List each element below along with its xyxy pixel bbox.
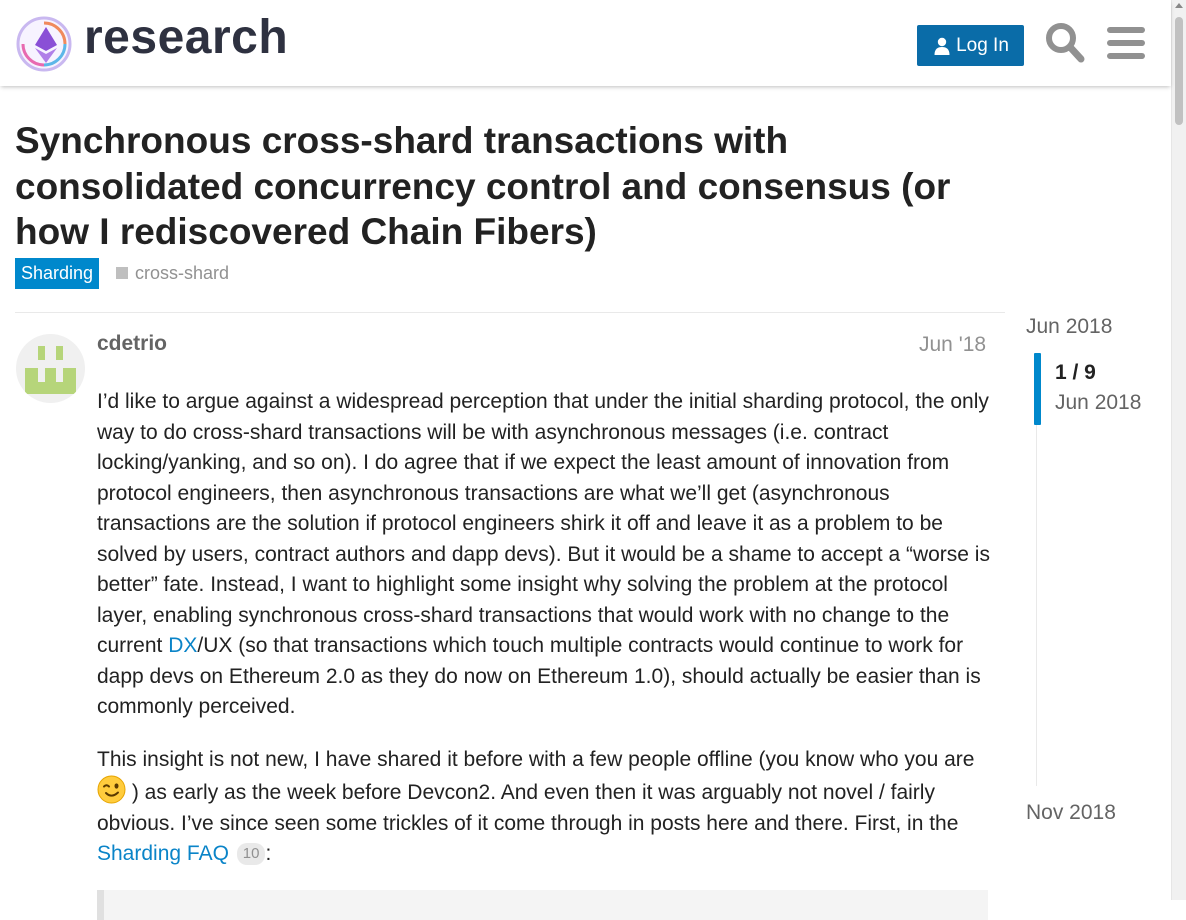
- post-username[interactable]: cdetrio: [97, 332, 168, 355]
- login-label: Log In: [956, 34, 1009, 56]
- post-text: This insight is not new, I have shared it before with a few people offline (you know who you are: [97, 747, 975, 771]
- research-logo-icon[interactable]: [16, 15, 76, 75]
- page-scrollbar[interactable]: [1171, 0, 1186, 900]
- post-paragraph: [97, 387, 997, 723]
- quote-block: [97, 890, 988, 920]
- login-button[interactable]: [917, 25, 1024, 66]
- post-body: [97, 387, 997, 892]
- dx-link[interactable]: DX: [168, 634, 198, 657]
- scroll-up-arrow-icon[interactable]: [1175, 3, 1183, 8]
- topic-title[interactable]: Synchronous cross-shard transactions with consolidated concurrency control and consensus (or how I rediscovered Chain Fibers): [15, 120, 951, 252]
- post-date[interactable]: Jun '18: [919, 333, 987, 356]
- avatar[interactable]: [16, 334, 85, 403]
- hamburger-menu-icon[interactable]: [1107, 26, 1145, 60]
- post-text: :: [265, 842, 272, 865]
- tag-square-icon: [116, 267, 128, 279]
- timeline-end-date[interactable]: Nov 2018: [1026, 801, 1116, 824]
- search-icon[interactable]: [1045, 22, 1085, 64]
- timeline-handle[interactable]: [1034, 353, 1041, 425]
- user-icon: [934, 37, 950, 55]
- category-badge[interactable]: Sharding: [15, 258, 99, 289]
- winking-face-icon: [97, 775, 126, 804]
- scrollbar-thumb[interactable]: [1175, 17, 1183, 125]
- post-text: I’d like to argue against a widespread perception that under the initial sharding protocol, the only way to do cross-shard transactions will be with asynchronous messages (i.e. contract locking/yanking, and so on). I do agree that if we expect the least amount of innovation from protocol engineers, then asynchronous transactions are what we’ll get (asynchronous transactions are the solution if protocol engineers shirk it off and leave it as a problem to be solved by users, contract authors and dapp devs). But it would be a shame to accept a “worse is better” fate. Instead, I want to highlight some insight why solving the problem at the protocol layer, enabling synchronous cross-shard transactions that would work with no change to the current: [97, 390, 990, 657]
- post-text: ) as early as the week before Devcon2. And even then it was arguably not novel / fairly obvious. I’ve since seen some trickles of it come through in posts here and there. First, in the: [97, 781, 959, 835]
- site-name[interactable]: research: [84, 11, 289, 64]
- timeline-position-date: Jun 2018: [1055, 391, 1142, 414]
- timeline-start-date[interactable]: Jun 2018: [1026, 315, 1113, 338]
- site-header: [0, 0, 1171, 86]
- post-text: /UX (so that transactions which touch multiple contracts would continue to work for dapp devs on Ethereum 2.0 as they do now on Ethereum 1.0), should actually be easier than is commonly perceived.: [97, 634, 981, 718]
- link-click-count: 10: [237, 843, 266, 865]
- title-divider: [15, 312, 1005, 313]
- timeline-position: 1 / 9: [1055, 361, 1096, 384]
- post-paragraph: [97, 745, 997, 870]
- tag-label: cross-shard: [135, 262, 230, 283]
- sharding-faq-link[interactable]: Sharding FAQ: [97, 842, 229, 865]
- tag-cross-shard[interactable]: [116, 262, 229, 284]
